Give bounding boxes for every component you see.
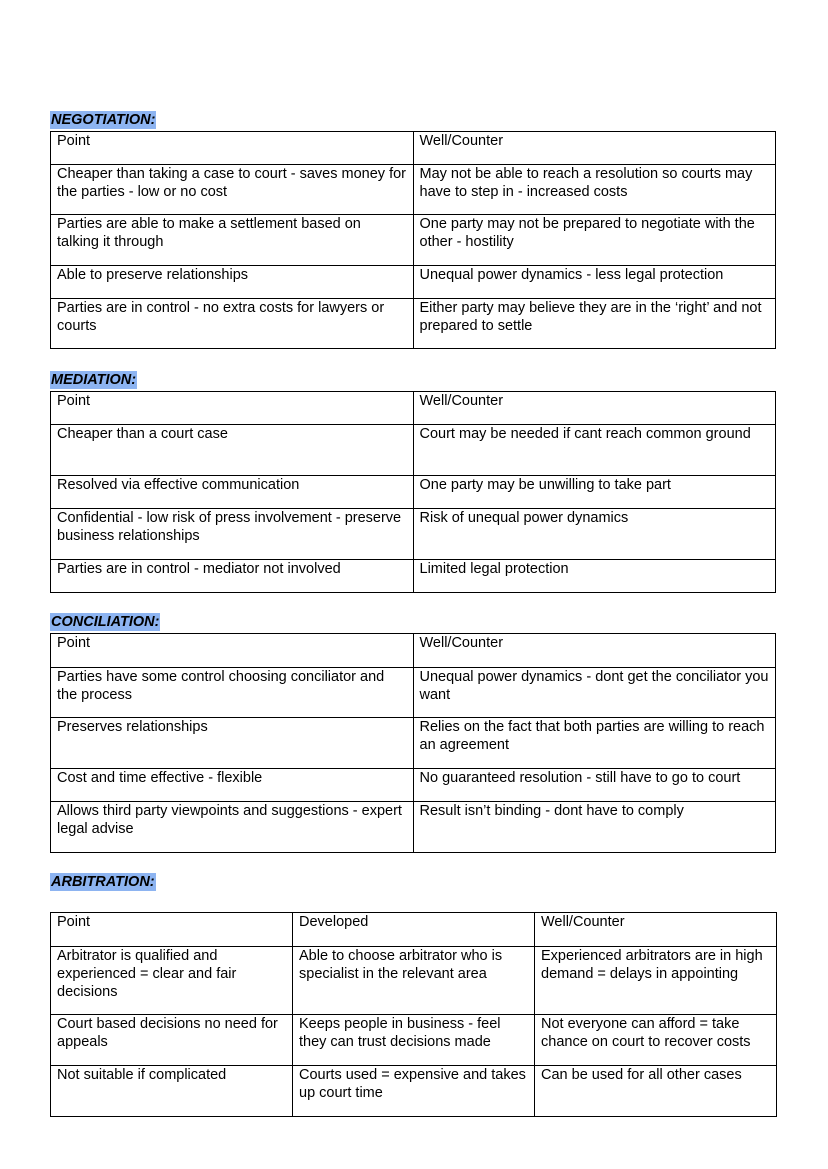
table-row (51, 266, 776, 299)
counter-cell: Risk of unequal power dynamics (413, 509, 776, 560)
point-cell: Arbitrator is qualified and experienced = clear and fair decisions (51, 947, 293, 1015)
point-cell: Resolved via effective communication (51, 476, 414, 509)
counter-cell: Limited legal protection (413, 560, 776, 593)
header-cell: Well/Counter (413, 392, 776, 425)
counter-cell: Unequal power dynamics - dont get the conciliator you want (413, 668, 776, 718)
counter-cell: Either party may believe they are in the ‘right’ and not prepared to settle (413, 299, 776, 349)
arbitration-heading: ARBITRATION: (51, 874, 155, 890)
table-row (51, 802, 776, 853)
table-row (51, 1015, 777, 1066)
counter-cell: May not be able to reach a resolution so courts may have to step in - increased costs (413, 165, 776, 215)
header-cell: Well/Counter (535, 913, 777, 947)
table-row (51, 299, 776, 349)
header-cell: Point (51, 913, 293, 947)
point-cell: Cheaper than a court case (51, 425, 414, 476)
counter-cell: Result isn’t binding - dont have to comply (413, 802, 776, 853)
table-header-row (51, 634, 776, 668)
counter-cell: One party may be unwilling to take part (413, 476, 776, 509)
counter-cell: Relies on the fact that both parties are willing to reach an agreement (413, 718, 776, 769)
table-row (51, 718, 776, 769)
point-cell: Parties have some control choosing conciliator and the process (51, 668, 414, 718)
counter-cell: Unequal power dynamics - less legal protection (413, 266, 776, 299)
header-cell: Developed (293, 913, 535, 947)
table-row (51, 947, 777, 1015)
header-cell: Point (51, 132, 414, 165)
table-header-row (51, 913, 777, 947)
header-cell: Point (51, 634, 414, 668)
header-cell: Well/Counter (413, 132, 776, 165)
developed-cell: Courts used = expensive and takes up court time (293, 1066, 535, 1117)
developed-cell: Keeps people in business - feel they can trust decisions made (293, 1015, 535, 1066)
header-cell: Well/Counter (413, 634, 776, 668)
table-row (51, 215, 776, 266)
table-row (51, 476, 776, 509)
point-cell: Not suitable if complicated (51, 1066, 293, 1117)
negotiation-table (50, 131, 776, 349)
negotiation-heading: NEGOTIATION: (51, 112, 156, 128)
point-cell: Parties are able to make a settlement based on talking it through (51, 215, 414, 266)
table-row (51, 668, 776, 718)
table-row (51, 769, 776, 802)
mediation-heading: MEDIATION: (51, 372, 137, 388)
conciliation-heading: CONCILIATION: (51, 614, 160, 630)
table-header-row (51, 132, 776, 165)
point-cell: Able to preserve relationships (51, 266, 414, 299)
point-cell: Court based decisions no need for appeals (51, 1015, 293, 1066)
arbitration-table (50, 912, 777, 1117)
table-row (51, 560, 776, 593)
table-row (51, 425, 776, 476)
counter-cell: No guaranteed resolution - still have to go to court (413, 769, 776, 802)
counter-cell: Court may be needed if cant reach common ground (413, 425, 776, 476)
counter-cell: Can be used for all other cases (535, 1066, 777, 1117)
counter-cell: Not everyone can afford = take chance on court to recover costs (535, 1015, 777, 1066)
point-cell: Parties are in control - mediator not involved (51, 560, 414, 593)
mediation-table (50, 391, 776, 593)
point-cell: Preserves relationships (51, 718, 414, 769)
developed-cell: Able to choose arbitrator who is specialist in the relevant area (293, 947, 535, 1015)
point-cell: Confidential - low risk of press involvement - preserve business relationships (51, 509, 414, 560)
table-row (51, 1066, 777, 1117)
point-cell: Parties are in control - no extra costs for lawyers or courts (51, 299, 414, 349)
table-row (51, 165, 776, 215)
header-cell: Point (51, 392, 414, 425)
point-cell: Cheaper than taking a case to court - saves money for the parties - low or no cost (51, 165, 414, 215)
point-cell: Allows third party viewpoints and suggestions - expert legal advise (51, 802, 414, 853)
table-header-row (51, 392, 776, 425)
point-cell: Cost and time effective - flexible (51, 769, 414, 802)
table-row (51, 509, 776, 560)
conciliation-table (50, 633, 776, 853)
counter-cell: One party may not be prepared to negotiate with the other - hostility (413, 215, 776, 266)
counter-cell: Experienced arbitrators are in high demand = delays in appointing (535, 947, 777, 1015)
